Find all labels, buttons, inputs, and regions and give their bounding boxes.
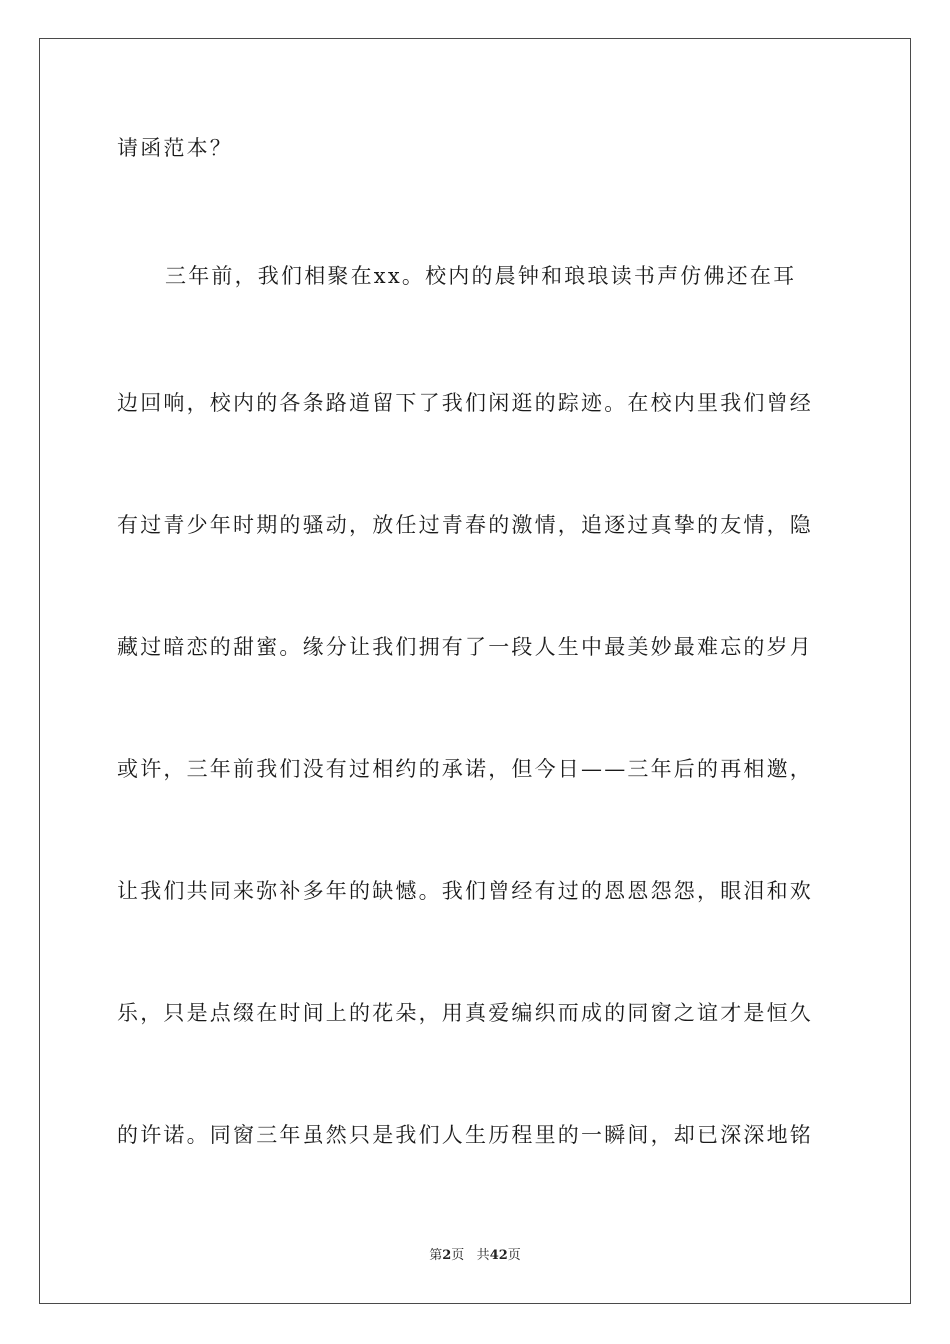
text-line-9: 的许诺。同窗三年虽然只是我们人生历程里的一瞬间，却已深深地铭 xyxy=(117,1123,813,1147)
text-line-4: 有过青少年时期的骚动，放任过青春的激情，追逐过真挚的友情，隐 xyxy=(117,513,813,537)
text-line-8: 乐，只是点缀在时间上的花朵，用真爱编织而成的同窗之谊才是恒久 xyxy=(117,1001,813,1025)
text-line-6: 或许，三年前我们没有过相约的承诺，但今日——三年后的再相邀， xyxy=(117,757,813,781)
text-line-3: 边回响，校内的各条路道留下了我们闲逛的踪迹。在校内里我们曾经 xyxy=(117,391,813,415)
text-line-5: 藏过暗恋的甜蜜。缘分让我们拥有了一段人生中最美妙最难忘的岁月 xyxy=(117,635,813,659)
text-line-2: 三年前，我们相聚在xx。校内的晨钟和琅琅读书声仿佛还在耳 xyxy=(165,264,797,288)
footer-page-prefix: 第 xyxy=(429,1248,443,1263)
text-line-7: 让我们共同来弥补多年的缺憾。我们曾经有过的恩恩怨怨，眼泪和欢 xyxy=(117,879,813,903)
footer-page-number: 2 xyxy=(442,1248,452,1263)
page-border xyxy=(39,38,911,1304)
footer-page-suffix: 页 xyxy=(451,1248,465,1263)
page-footer xyxy=(0,1247,950,1265)
footer-total-suffix: 页 xyxy=(507,1248,521,1263)
footer-total-prefix: 共 xyxy=(476,1248,490,1263)
text-line-1: 请函范本？ xyxy=(117,136,233,160)
footer-total-pages: 42 xyxy=(489,1248,508,1263)
